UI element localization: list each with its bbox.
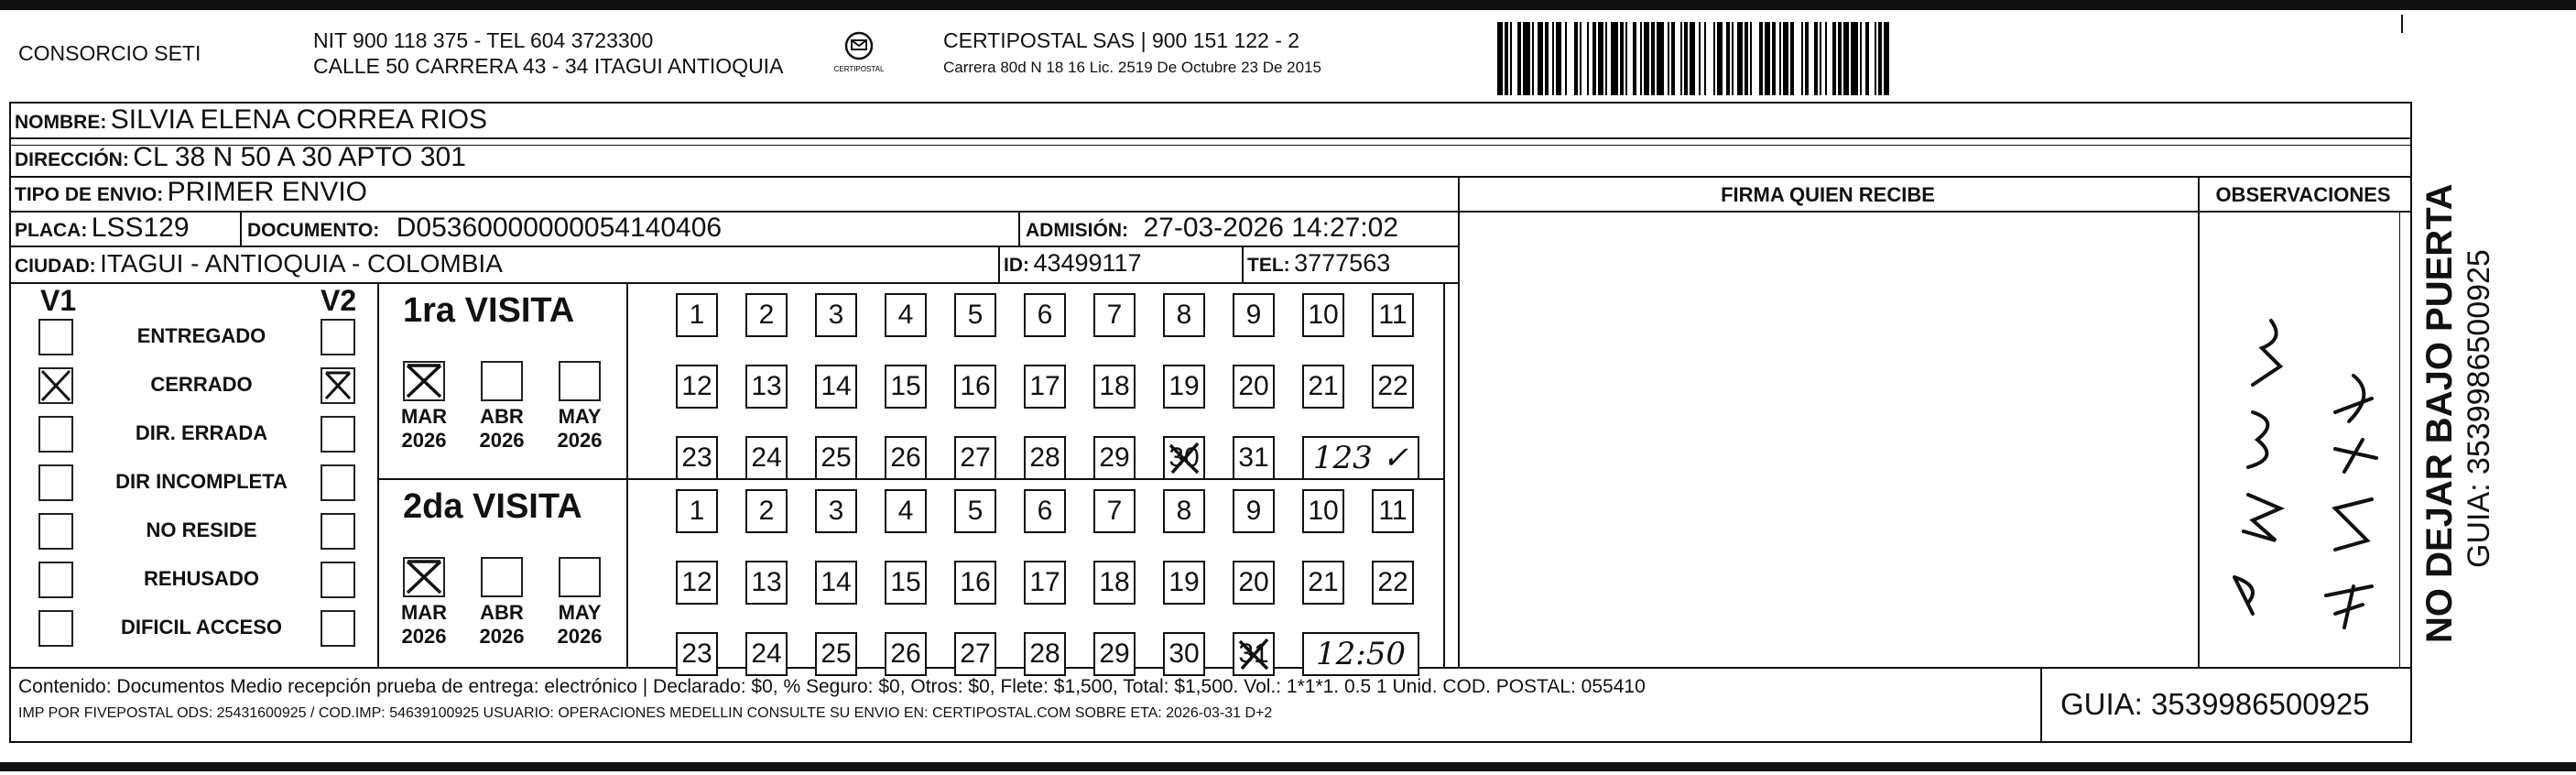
day-box[interactable]: 18 [1093,561,1136,605]
nombre-row [15,104,487,136]
nombre-value: SILVIA ELENA CORREA RIOS [110,104,488,135]
day-box[interactable]: 2 [745,489,788,533]
day-box[interactable]: 1 [676,293,718,337]
day-box[interactable]: 28 [1024,436,1066,480]
day-box[interactable]: 19 [1163,365,1205,409]
col-line [998,246,1000,282]
day-box[interactable]: 31 [1233,632,1275,676]
certipostal-line: CERTIPOSTAL SAS | 900 151 122 - 2 [943,28,1300,52]
day-box[interactable]: 29 [1093,632,1136,676]
day-box[interactable]: 10 [1302,489,1344,533]
address-line: CALLE 50 CARRERA 43 - 34 ITAGUI ANTIOQUIA [313,54,784,78]
month-label [470,405,534,453]
day-box[interactable]: 26 [885,632,927,676]
row-line [9,667,2412,669]
month-label [548,405,612,453]
barcode-bar [1889,22,1893,95]
handwritten-time-box[interactable]: 12:50 [1302,632,1419,676]
col-line [240,211,242,247]
documento-value: D05360000000054140406 [396,213,723,243]
col-line [2040,667,2042,743]
observaciones-handwriting [2198,311,2399,650]
day-box[interactable]: 22 [1372,561,1414,605]
tipo-row [15,177,367,208]
day-box[interactable]: 29 [1093,436,1136,480]
col-line [1458,176,1460,667]
check-x-icon [40,369,71,402]
day-box[interactable]: 6 [1024,293,1066,337]
check-x-icon [405,363,443,399]
license-line: Carrera 80d N 18 16 Lic. 2519 De Octubre 23 De 2015 [943,59,1321,76]
status-label: DIR INCOMPLETA [115,470,288,493]
form-top-line [9,102,2412,104]
v2-checkbox[interactable] [321,610,355,647]
day-box[interactable]: 7 [1093,489,1136,533]
day-mark-icon [1233,632,1275,676]
direccion-label: DIRECCIÓN: [15,149,129,170]
col-line [377,282,379,667]
month-name: MAR [400,405,448,428]
visit1-title: 1ra VISITA [403,291,575,330]
status-label: DIR. ERRADA [135,421,268,444]
month-name: ABR [480,405,524,428]
tipo-label: TIPO DE ENVIO: [15,184,164,205]
month-name: MAR [400,601,448,624]
v2-label: V2 [321,284,357,317]
day-box[interactable]: 5 [954,293,996,337]
form-bottom-line [9,741,2412,743]
id-row [1004,249,1142,278]
row-line [1458,211,2412,213]
day-box[interactable]: 24 [745,436,788,480]
check-x-icon [405,559,443,595]
nit-line: NIT 900 118 375 - TEL 604 3723300 [313,28,654,52]
month-checkbox-mar[interactable] [403,557,445,597]
admision-row [1026,213,1398,244]
day-box[interactable]: 12 [676,365,718,409]
month-year: 2026 [479,625,525,648]
day-box[interactable]: 11 [1372,489,1414,533]
placa-value: LSS129 [91,213,190,243]
day-box[interactable]: 22 [1372,365,1414,409]
ciudad-value: ITAGUI - ANTIOQUIA - COLOMBIA [100,249,503,278]
handwritten-time-box[interactable]: 123 ✓ [1302,436,1419,480]
day-box[interactable]: 10 [1302,293,1344,337]
day-box[interactable]: 25 [815,436,857,480]
day-box[interactable]: 20 [1233,365,1275,409]
row-line [9,176,2412,178]
v1-checkbox[interactable] [38,464,73,501]
v2-checkbox[interactable] [321,319,355,355]
month-name: ABR [480,601,524,624]
footer-contenido: Contenido: Documentos Medio recepción prueba de entrega: electrónico | Declarado: $0, % Seguro: $0, Otros: $0, Flete: $1,500, Total: $1,500. Vol.: 1*1*1. 0.5 1 Unid. COD. POSTAL: 055410 [18,676,1646,697]
day-box[interactable]: 30 [1163,436,1205,480]
footer-imp: IMP POR FIVEPOSTAL ODS: 25431600925 / COD.IMP: 54639100925 USUARIO: OPERACIONES MEDELLIN CONSULTE SU ENVIO EN: CERTIPOSTAL.COM SOBRE ETA: 2026-03-31 D+2 [18,705,1273,721]
day-box[interactable]: 16 [954,365,996,409]
day-box[interactable]: 15 [885,561,927,605]
visit2-title: 2da VISITA [403,487,582,526]
tel-value: 3777563 [1294,249,1391,277]
barcode-bar [1567,22,1574,95]
day-box[interactable]: 2 [745,293,788,337]
day-box[interactable]: 6 [1024,489,1066,533]
admision-value: 27-03-2026 14:27:02 [1143,213,1399,243]
ciudad-label: CIUDAD: [15,256,96,277]
day-box[interactable]: 12 [676,561,718,605]
day-box[interactable]: 16 [954,561,996,605]
status-label: NO RESIDE [146,518,257,541]
day-box[interactable]: 27 [954,632,996,676]
v2-checkbox[interactable] [321,562,355,598]
day-box[interactable]: 14 [815,561,857,605]
barcode-bar [1657,22,1664,95]
day-box[interactable]: 18 [1093,365,1136,409]
col-line [2399,211,2400,667]
day-box[interactable]: 25 [815,632,857,676]
barcode-bar [1752,22,1759,95]
month-year: 2026 [401,429,447,452]
month-name: MAY [558,601,602,624]
day-box[interactable]: 19 [1163,561,1205,605]
month-checkbox-may[interactable] [559,361,601,401]
day-box[interactable]: 27 [954,436,996,480]
tel-row [1247,249,1390,278]
month-label [470,601,534,649]
month-label [392,601,456,649]
barcode-bar [1794,22,1801,95]
row-line [9,137,2412,139]
v2-checkbox[interactable] [321,513,355,550]
month-year: 2026 [401,625,447,648]
day-box[interactable]: 7 [1093,293,1136,337]
id-label: ID: [1004,255,1029,276]
nombre-label: NOMBRE: [15,112,107,133]
day-box[interactable]: 24 [745,632,788,676]
status-label: DIFICIL ACCESO [120,616,282,639]
firma-label: FIRMA QUIEN RECIBE [1721,183,1935,206]
month-checkbox-mar[interactable] [403,361,445,401]
day-box[interactable]: 30 [1163,632,1205,676]
v1-checkbox[interactable] [38,513,73,550]
day-box[interactable]: 31 [1233,436,1275,480]
day-box[interactable]: 8 [1163,293,1205,337]
barcode [1497,22,2065,95]
day-box[interactable]: 9 [1233,293,1275,337]
direccion-value: CL 38 N 50 A 30 APTO 301 [133,142,466,172]
tipo-value: PRIMER ENVIO [167,177,368,207]
day-box[interactable]: 23 [676,436,718,480]
day-box[interactable]: 14 [815,365,857,409]
day-box[interactable]: 17 [1024,365,1066,409]
v1-checkbox[interactable] [38,319,73,355]
month-checkbox-may[interactable] [559,557,601,597]
no-dejar-bajo-puerta: NO DEJAR BAJO PUERTA [2419,183,2460,643]
barcode-bar [1851,22,1858,95]
day-box[interactable]: 3 [815,293,857,337]
status-label: ENTREGADO [136,324,266,347]
documento-row [247,213,722,244]
day-box[interactable]: 4 [885,489,927,533]
v1-checkbox[interactable] [38,416,73,453]
day-box[interactable]: 26 [885,436,927,480]
placa-row [15,213,190,244]
month-year: 2026 [557,625,603,648]
svg-text:CERTIPOSTAL: CERTIPOSTAL [833,65,885,73]
admision-label: ADMISIÓN: [1026,220,1128,241]
form-right-line [2410,102,2412,743]
month-checkbox-abr[interactable] [481,361,523,401]
day-box[interactable]: 15 [885,365,927,409]
bottom-border [0,762,2576,771]
day-box[interactable]: 20 [1233,561,1275,605]
day-box[interactable]: 17 [1024,561,1066,605]
documento-label: DOCUMENTO: [247,220,380,241]
day-box[interactable]: 21 [1302,561,1344,605]
day-box[interactable]: 8 [1163,489,1205,533]
day-mark-icon [1163,436,1205,480]
day-box[interactable]: 13 [745,561,788,605]
col-line [1242,246,1244,282]
col-line [1018,211,1020,247]
day-box[interactable]: 9 [1233,489,1275,533]
barcode-bar [1706,22,1713,95]
day-box[interactable]: 13 [745,365,788,409]
col-line [1443,282,1445,667]
status-label: REHUSADO [144,567,259,590]
v1-label: V1 [40,284,77,317]
v2-checkbox[interactable] [321,464,355,501]
tick-mark [2401,15,2403,33]
month-checkbox-abr[interactable] [481,557,523,597]
month-year: 2026 [479,429,525,452]
observaciones-label: OBSERVACIONES [2215,183,2391,206]
v1-checkbox[interactable] [38,367,73,404]
id-value: 43499117 [1033,249,1142,277]
v1-checkbox[interactable] [38,610,73,647]
side-guia: GUIA: 3539986500925 [2462,249,2496,568]
placa-label: PLACA: [15,220,88,241]
month-label [392,405,456,453]
row-line [9,282,1458,284]
v2-checkbox[interactable] [321,367,355,404]
barcode-bar [1523,22,1530,95]
v1-checkbox[interactable] [38,562,73,598]
certipostal-logo [831,27,886,79]
check-x-icon [322,369,353,402]
tel-label: TEL: [1247,255,1290,276]
day-box[interactable]: 23 [676,632,718,676]
day-box[interactable]: 11 [1372,293,1414,337]
col-line [626,282,628,667]
day-box[interactable]: 3 [815,489,857,533]
month-label [548,601,612,649]
v2-checkbox[interactable] [321,416,355,453]
direccion-row [15,142,466,173]
month-name: MAY [558,405,602,428]
barcode-bar [1611,22,1618,95]
company-name: CONSORCIO SETI [18,41,201,65]
row-line [9,246,1458,247]
day-box[interactable]: 5 [954,489,996,533]
status-label: CERRADO [150,373,253,396]
top-border [0,0,2576,10]
month-year: 2026 [557,429,603,452]
day-box[interactable]: 1 [676,489,718,533]
ciudad-row [15,249,503,278]
form-left-line [9,102,11,743]
footer-guia: GUIA: 3539986500925 [2060,687,2370,721]
day-box[interactable]: 21 [1302,365,1344,409]
day-box[interactable]: 4 [885,293,927,337]
day-box[interactable]: 28 [1024,632,1066,676]
